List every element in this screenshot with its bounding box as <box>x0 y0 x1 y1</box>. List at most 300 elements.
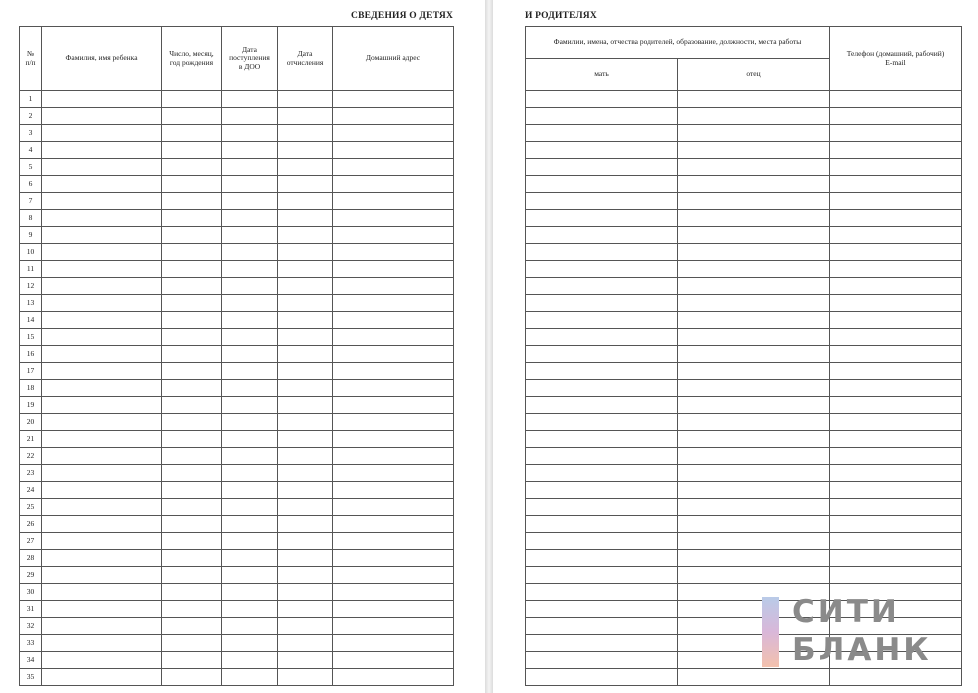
phone-email-cell[interactable] <box>830 346 962 363</box>
mother-cell[interactable] <box>526 329 678 346</box>
mother-cell[interactable] <box>526 142 678 159</box>
birth-date-cell[interactable] <box>162 465 222 482</box>
address-cell[interactable] <box>333 363 454 380</box>
children-table-row <box>20 652 454 669</box>
expulsion-date-cell[interactable] <box>278 91 333 108</box>
children-table-body <box>20 91 454 686</box>
child-name-cell[interactable] <box>42 176 162 193</box>
phone-email-cell[interactable] <box>830 108 962 125</box>
phone-email-cell[interactable] <box>830 414 962 431</box>
address-cell[interactable] <box>333 618 454 635</box>
address-cell[interactable] <box>333 397 454 414</box>
address-cell[interactable] <box>333 108 454 125</box>
address-cell[interactable] <box>333 652 454 669</box>
expulsion-date-cell[interactable] <box>278 380 333 397</box>
expulsion-date-cell[interactable] <box>278 669 333 686</box>
birth-date-cell[interactable] <box>162 295 222 312</box>
admission-date-cell[interactable] <box>222 227 278 244</box>
father-cell[interactable] <box>678 482 830 499</box>
birth-date-cell[interactable] <box>162 601 222 618</box>
father-cell[interactable] <box>678 414 830 431</box>
phone-email-cell[interactable] <box>830 312 962 329</box>
birth-date-cell[interactable] <box>162 227 222 244</box>
address-cell[interactable] <box>333 550 454 567</box>
child-name-cell[interactable] <box>42 91 162 108</box>
phone-email-cell[interactable] <box>830 550 962 567</box>
birth-date-cell[interactable] <box>162 363 222 380</box>
mother-cell[interactable] <box>526 91 678 108</box>
admission-date-cell[interactable] <box>222 584 278 601</box>
admission-date-cell[interactable] <box>222 346 278 363</box>
admission-date-cell[interactable] <box>222 380 278 397</box>
birth-date-cell[interactable] <box>162 482 222 499</box>
mother-cell[interactable] <box>526 414 678 431</box>
parents-table-row <box>526 278 962 295</box>
child-name-cell[interactable] <box>42 431 162 448</box>
row-number: 24 <box>20 482 42 499</box>
birth-date-cell[interactable] <box>162 635 222 652</box>
birth-date-cell[interactable] <box>162 312 222 329</box>
expulsion-date-cell[interactable] <box>278 278 333 295</box>
mother-cell[interactable] <box>526 550 678 567</box>
expulsion-date-cell[interactable] <box>278 601 333 618</box>
parents-table-row <box>526 482 962 499</box>
child-name-cell[interactable] <box>42 295 162 312</box>
mother-cell[interactable] <box>526 363 678 380</box>
father-cell[interactable] <box>678 669 830 686</box>
father-cell[interactable] <box>678 278 830 295</box>
admission-date-cell[interactable] <box>222 448 278 465</box>
child-name-cell[interactable] <box>42 397 162 414</box>
expulsion-date-cell[interactable] <box>278 533 333 550</box>
children-table-row <box>20 516 454 533</box>
birth-date-cell[interactable] <box>162 244 222 261</box>
mother-cell[interactable] <box>526 635 678 652</box>
child-name-cell[interactable] <box>42 669 162 686</box>
father-cell[interactable] <box>678 142 830 159</box>
admission-date-cell[interactable] <box>222 482 278 499</box>
expulsion-date-cell[interactable] <box>278 346 333 363</box>
father-cell[interactable] <box>678 329 830 346</box>
admission-date-cell[interactable] <box>222 567 278 584</box>
child-name-cell[interactable] <box>42 652 162 669</box>
row-number: 5 <box>20 159 42 176</box>
phone-email-cell[interactable] <box>830 227 962 244</box>
father-cell[interactable] <box>678 346 830 363</box>
admission-date-cell[interactable] <box>222 176 278 193</box>
header-parents-info: Фамилии, имена, отчества родителей, образование, должности, места работы <box>526 27 830 59</box>
child-name-cell[interactable] <box>42 533 162 550</box>
address-cell[interactable] <box>333 346 454 363</box>
child-name-cell[interactable] <box>42 227 162 244</box>
child-name-cell[interactable] <box>42 584 162 601</box>
birth-date-cell[interactable] <box>162 193 222 210</box>
children-table-row <box>20 159 454 176</box>
row-number: 17 <box>20 363 42 380</box>
address-cell[interactable] <box>333 278 454 295</box>
address-cell[interactable] <box>333 414 454 431</box>
birth-date-cell[interactable] <box>162 652 222 669</box>
phone-email-cell[interactable] <box>830 482 962 499</box>
birth-date-cell[interactable] <box>162 431 222 448</box>
mother-cell[interactable] <box>526 482 678 499</box>
expulsion-date-cell[interactable] <box>278 431 333 448</box>
birth-date-cell[interactable] <box>162 176 222 193</box>
child-name-cell[interactable] <box>42 278 162 295</box>
birth-date-cell[interactable] <box>162 108 222 125</box>
birth-date-cell[interactable] <box>162 346 222 363</box>
admission-date-cell[interactable] <box>222 193 278 210</box>
expulsion-date-cell[interactable] <box>278 244 333 261</box>
admission-date-cell[interactable] <box>222 533 278 550</box>
child-name-cell[interactable] <box>42 618 162 635</box>
row-number: 30 <box>20 584 42 601</box>
address-cell[interactable] <box>333 635 454 652</box>
expulsion-date-cell[interactable] <box>278 159 333 176</box>
address-cell[interactable] <box>333 567 454 584</box>
child-name-cell[interactable] <box>42 482 162 499</box>
mother-cell[interactable] <box>526 516 678 533</box>
header-birth-date: Число, месяц, год рождения <box>162 27 222 91</box>
admission-date-cell[interactable] <box>222 278 278 295</box>
mother-cell[interactable] <box>526 108 678 125</box>
parents-table-row <box>526 91 962 108</box>
address-cell[interactable] <box>333 295 454 312</box>
birth-date-cell[interactable] <box>162 550 222 567</box>
birth-date-cell[interactable] <box>162 618 222 635</box>
father-cell[interactable] <box>678 567 830 584</box>
mother-cell[interactable] <box>526 380 678 397</box>
address-cell[interactable] <box>333 669 454 686</box>
expulsion-date-cell[interactable] <box>278 448 333 465</box>
mother-cell[interactable] <box>526 295 678 312</box>
child-name-cell[interactable] <box>42 567 162 584</box>
phone-email-cell[interactable] <box>830 295 962 312</box>
address-cell[interactable] <box>333 261 454 278</box>
expulsion-date-cell[interactable] <box>278 312 333 329</box>
expulsion-date-cell[interactable] <box>278 584 333 601</box>
birth-date-cell[interactable] <box>162 329 222 346</box>
parents-table-row <box>526 414 962 431</box>
father-cell[interactable] <box>678 295 830 312</box>
admission-date-cell[interactable] <box>222 601 278 618</box>
mother-cell[interactable] <box>526 584 678 601</box>
admission-date-cell[interactable] <box>222 635 278 652</box>
father-cell[interactable] <box>678 91 830 108</box>
admission-date-cell[interactable] <box>222 431 278 448</box>
child-name-cell[interactable] <box>42 499 162 516</box>
birth-date-cell[interactable] <box>162 210 222 227</box>
mother-cell[interactable] <box>526 261 678 278</box>
phone-email-cell[interactable] <box>830 567 962 584</box>
birth-date-cell[interactable] <box>162 397 222 414</box>
child-name-cell[interactable] <box>42 635 162 652</box>
admission-date-cell[interactable] <box>222 652 278 669</box>
child-name-cell[interactable] <box>42 125 162 142</box>
mother-cell[interactable] <box>526 346 678 363</box>
father-cell[interactable] <box>678 108 830 125</box>
expulsion-date-cell[interactable] <box>278 363 333 380</box>
father-cell[interactable] <box>678 159 830 176</box>
address-cell[interactable] <box>333 465 454 482</box>
row-number: 13 <box>20 295 42 312</box>
watermark-line-2: БЛАНК <box>792 632 932 668</box>
phone-email-cell[interactable] <box>830 142 962 159</box>
row-number: 2 <box>20 108 42 125</box>
phone-email-cell[interactable] <box>830 329 962 346</box>
expulsion-date-cell[interactable] <box>278 295 333 312</box>
birth-date-cell[interactable] <box>162 142 222 159</box>
children-table-row <box>20 465 454 482</box>
child-name-cell[interactable] <box>42 414 162 431</box>
expulsion-date-cell[interactable] <box>278 516 333 533</box>
children-table-row <box>20 669 454 686</box>
mother-cell[interactable] <box>526 533 678 550</box>
child-name-cell[interactable] <box>42 159 162 176</box>
father-cell[interactable] <box>678 431 830 448</box>
mother-cell[interactable] <box>526 448 678 465</box>
admission-date-cell[interactable] <box>222 363 278 380</box>
father-cell[interactable] <box>678 227 830 244</box>
expulsion-date-cell[interactable] <box>278 397 333 414</box>
expulsion-date-cell[interactable] <box>278 465 333 482</box>
phone-email-cell[interactable] <box>830 448 962 465</box>
address-cell[interactable] <box>333 516 454 533</box>
address-cell[interactable] <box>333 448 454 465</box>
father-cell[interactable] <box>678 533 830 550</box>
father-cell[interactable] <box>678 125 830 142</box>
father-cell[interactable] <box>678 176 830 193</box>
father-cell[interactable] <box>678 380 830 397</box>
mother-cell[interactable] <box>526 210 678 227</box>
child-name-cell[interactable] <box>42 363 162 380</box>
birth-date-cell[interactable] <box>162 278 222 295</box>
expulsion-date-cell[interactable] <box>278 414 333 431</box>
admission-date-cell[interactable] <box>222 312 278 329</box>
admission-date-cell[interactable] <box>222 108 278 125</box>
mother-cell[interactable] <box>526 244 678 261</box>
admission-date-cell[interactable] <box>222 159 278 176</box>
expulsion-date-cell[interactable] <box>278 125 333 142</box>
child-name-cell[interactable] <box>42 312 162 329</box>
header-phone-email: Телефон (домашний, рабочий) E-mail <box>830 27 962 91</box>
father-cell[interactable] <box>678 397 830 414</box>
admission-date-cell[interactable] <box>222 618 278 635</box>
address-cell[interactable] <box>333 142 454 159</box>
address-cell[interactable] <box>333 533 454 550</box>
address-cell[interactable] <box>333 584 454 601</box>
address-cell[interactable] <box>333 176 454 193</box>
phone-email-cell[interactable] <box>830 210 962 227</box>
row-number: 27 <box>20 533 42 550</box>
admission-date-cell[interactable] <box>222 499 278 516</box>
father-cell[interactable] <box>678 363 830 380</box>
admission-date-cell[interactable] <box>222 142 278 159</box>
birth-date-cell[interactable] <box>162 567 222 584</box>
mother-cell[interactable] <box>526 669 678 686</box>
phone-email-cell[interactable] <box>830 363 962 380</box>
phone-email-cell[interactable] <box>830 397 962 414</box>
address-cell[interactable] <box>333 601 454 618</box>
mother-cell[interactable] <box>526 465 678 482</box>
expulsion-date-cell[interactable] <box>278 261 333 278</box>
birth-date-cell[interactable] <box>162 533 222 550</box>
father-cell[interactable] <box>678 550 830 567</box>
address-cell[interactable] <box>333 193 454 210</box>
row-number: 32 <box>20 618 42 635</box>
mother-cell[interactable] <box>526 176 678 193</box>
admission-date-cell[interactable] <box>222 91 278 108</box>
phone-email-cell[interactable] <box>830 278 962 295</box>
child-name-cell[interactable] <box>42 329 162 346</box>
admission-date-cell[interactable] <box>222 550 278 567</box>
admission-date-cell[interactable] <box>222 210 278 227</box>
phone-email-cell[interactable] <box>830 669 962 686</box>
phone-email-cell[interactable] <box>830 176 962 193</box>
address-cell[interactable] <box>333 329 454 346</box>
father-cell[interactable] <box>678 465 830 482</box>
admission-date-cell[interactable] <box>222 295 278 312</box>
parents-table-row <box>526 550 962 567</box>
mother-cell[interactable] <box>526 227 678 244</box>
address-cell[interactable] <box>333 431 454 448</box>
expulsion-date-cell[interactable] <box>278 567 333 584</box>
expulsion-date-cell[interactable] <box>278 329 333 346</box>
father-cell[interactable] <box>678 244 830 261</box>
birth-date-cell[interactable] <box>162 125 222 142</box>
father-cell[interactable] <box>678 210 830 227</box>
address-cell[interactable] <box>333 159 454 176</box>
phone-email-cell[interactable] <box>830 159 962 176</box>
phone-email-cell[interactable] <box>830 431 962 448</box>
admission-date-cell[interactable] <box>222 414 278 431</box>
birth-date-cell[interactable] <box>162 380 222 397</box>
child-name-cell[interactable] <box>42 142 162 159</box>
expulsion-date-cell[interactable] <box>278 142 333 159</box>
birth-date-cell[interactable] <box>162 159 222 176</box>
admission-date-cell[interactable] <box>222 244 278 261</box>
address-cell[interactable] <box>333 210 454 227</box>
child-name-cell[interactable] <box>42 261 162 278</box>
phone-email-cell[interactable] <box>830 125 962 142</box>
parents-table-row <box>526 227 962 244</box>
address-cell[interactable] <box>333 380 454 397</box>
phone-email-cell[interactable] <box>830 516 962 533</box>
admission-date-cell[interactable] <box>222 125 278 142</box>
expulsion-date-cell[interactable] <box>278 635 333 652</box>
child-name-cell[interactable] <box>42 516 162 533</box>
expulsion-date-cell[interactable] <box>278 482 333 499</box>
children-table-row <box>20 176 454 193</box>
expulsion-date-cell[interactable] <box>278 227 333 244</box>
address-cell[interactable] <box>333 482 454 499</box>
address-cell[interactable] <box>333 312 454 329</box>
birth-date-cell[interactable] <box>162 414 222 431</box>
child-name-cell[interactable] <box>42 244 162 261</box>
birth-date-cell[interactable] <box>162 669 222 686</box>
father-cell[interactable] <box>678 193 830 210</box>
father-cell[interactable] <box>678 516 830 533</box>
mother-cell[interactable] <box>526 159 678 176</box>
expulsion-date-cell[interactable] <box>278 618 333 635</box>
expulsion-date-cell[interactable] <box>278 108 333 125</box>
expulsion-date-cell[interactable] <box>278 499 333 516</box>
child-name-cell[interactable] <box>42 210 162 227</box>
child-name-cell[interactable] <box>42 193 162 210</box>
phone-email-cell[interactable] <box>830 533 962 550</box>
child-name-cell[interactable] <box>42 108 162 125</box>
row-number: 33 <box>20 635 42 652</box>
phone-email-cell[interactable] <box>830 261 962 278</box>
expulsion-date-cell[interactable] <box>278 193 333 210</box>
admission-date-cell[interactable] <box>222 669 278 686</box>
mother-cell[interactable] <box>526 312 678 329</box>
mother-cell[interactable] <box>526 567 678 584</box>
mother-cell[interactable] <box>526 652 678 669</box>
child-name-cell[interactable] <box>42 448 162 465</box>
birth-date-cell[interactable] <box>162 261 222 278</box>
mother-cell[interactable] <box>526 431 678 448</box>
admission-date-cell[interactable] <box>222 261 278 278</box>
birth-date-cell[interactable] <box>162 584 222 601</box>
mother-cell[interactable] <box>526 601 678 618</box>
father-cell[interactable] <box>678 261 830 278</box>
father-cell[interactable] <box>678 499 830 516</box>
admission-date-cell[interactable] <box>222 465 278 482</box>
mother-cell[interactable] <box>526 278 678 295</box>
child-name-cell[interactable] <box>42 346 162 363</box>
father-cell[interactable] <box>678 448 830 465</box>
mother-cell[interactable] <box>526 125 678 142</box>
children-table-row <box>20 618 454 635</box>
phone-email-cell[interactable] <box>830 380 962 397</box>
address-cell[interactable] <box>333 499 454 516</box>
admission-date-cell[interactable] <box>222 516 278 533</box>
row-number: 16 <box>20 346 42 363</box>
phone-email-cell[interactable] <box>830 465 962 482</box>
phone-email-cell[interactable] <box>830 499 962 516</box>
mother-cell[interactable] <box>526 499 678 516</box>
admission-date-cell[interactable] <box>222 397 278 414</box>
child-name-cell[interactable] <box>42 550 162 567</box>
admission-date-cell[interactable] <box>222 329 278 346</box>
mother-cell[interactable] <box>526 193 678 210</box>
phone-email-cell[interactable] <box>830 244 962 261</box>
mother-cell[interactable] <box>526 397 678 414</box>
children-table-row <box>20 482 454 499</box>
phone-email-cell[interactable] <box>830 91 962 108</box>
parents-table-row <box>526 312 962 329</box>
child-name-cell[interactable] <box>42 465 162 482</box>
birth-date-cell[interactable] <box>162 516 222 533</box>
expulsion-date-cell[interactable] <box>278 550 333 567</box>
birth-date-cell[interactable] <box>162 91 222 108</box>
address-cell[interactable] <box>333 91 454 108</box>
phone-email-cell[interactable] <box>830 193 962 210</box>
child-name-cell[interactable] <box>42 601 162 618</box>
expulsion-date-cell[interactable] <box>278 210 333 227</box>
mother-cell[interactable] <box>526 618 678 635</box>
birth-date-cell[interactable] <box>162 499 222 516</box>
address-cell[interactable] <box>333 125 454 142</box>
address-cell[interactable] <box>333 244 454 261</box>
expulsion-date-cell[interactable] <box>278 176 333 193</box>
expulsion-date-cell[interactable] <box>278 652 333 669</box>
address-cell[interactable] <box>333 227 454 244</box>
birth-date-cell[interactable] <box>162 448 222 465</box>
child-name-cell[interactable] <box>42 380 162 397</box>
father-cell[interactable] <box>678 312 830 329</box>
